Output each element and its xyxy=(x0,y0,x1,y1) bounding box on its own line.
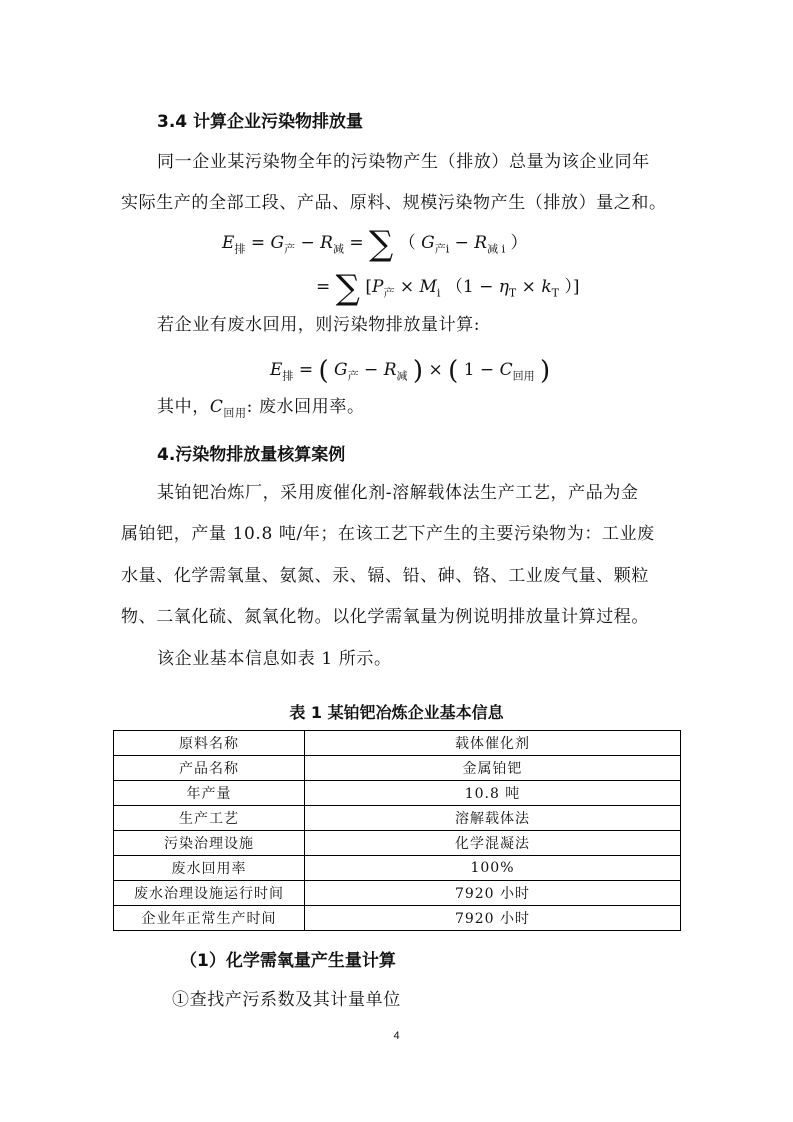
info-table xyxy=(113,730,681,931)
table-cell: 载体催化剂 xyxy=(305,731,681,756)
formula-1-line-1: $E_排 = G_产 - R_减$ = ∑ （ $G_{产i} - R_{减 i}$ ） xyxy=(222,224,528,264)
table-row xyxy=(114,831,681,856)
table-cell: 溶解载体法 xyxy=(305,806,681,831)
table-row xyxy=(114,756,681,781)
table-cell: 废水治理设施运行时间 xyxy=(114,881,305,906)
paragraph-line: 若企业有废水回用，则污染物排放量计算: xyxy=(157,315,481,335)
table-cell: 金属铂钯 xyxy=(305,756,681,781)
table-cell: 生产工艺 xyxy=(114,806,305,831)
formula-1-line-2: = ∑ [$P_产 \times M_i$ （$1 - \eta_T \times k_T$ ）] xyxy=(316,268,580,308)
summation-symbol: ∑ xyxy=(335,268,360,308)
paragraph-line: 同一企业某污染物全年的污染物产生（排放）总量为该企业同年 xyxy=(157,152,650,172)
table-row xyxy=(114,906,681,931)
table-cell: 100% xyxy=(305,856,681,881)
table-row xyxy=(114,806,681,831)
page-number: 4 xyxy=(393,1030,400,1042)
table-row xyxy=(114,731,681,756)
table-cell: 产品名称 xyxy=(114,756,305,781)
table-cell: 10.8 吨 xyxy=(305,781,681,806)
table-row xyxy=(114,856,681,881)
section-heading-4: 4.污染物排放量核算案例 xyxy=(157,445,346,465)
step-line: ①查找产污系数及其计量单位 xyxy=(172,990,401,1010)
table-cell: 7920 小时 xyxy=(305,906,681,931)
paragraph-line: 该企业基本信息如表 1 所示。 xyxy=(157,649,392,669)
table-cell: 废水回用率 xyxy=(114,856,305,881)
table-caption: 表 1 某铂钯冶炼企业基本信息 xyxy=(289,703,504,722)
paragraph-line: 物、二氧化硫、氮氧化物。以化学需氧量为例说明排放量计算过程。 xyxy=(121,607,649,627)
section-heading-3-4: 3.4 计算企业污染物排放量 xyxy=(157,112,364,132)
paragraph-line: 属铂钯，产量 10.8 吨/年；在该工艺下产生的主要污染物为：工业废 xyxy=(121,524,655,544)
formula-2: $E_排$ = ( $G_产 - R_减$ ) × ( $1 - C_{回用}$ ) xyxy=(270,356,551,386)
paragraph-line: 某铂钯冶炼厂，采用废催化剂-溶解载体法生产工艺，产品为金 xyxy=(157,483,639,503)
table-cell: 企业年正常生产时间 xyxy=(114,906,305,931)
table-cell: 污染治理设施 xyxy=(114,831,305,856)
paragraph-line: 水量、化学需氧量、氨氮、汞、镉、铅、砷、铬、工业废气量、颗粒 xyxy=(121,566,649,586)
subheading: （1）化学需氧量产生量计算 xyxy=(180,951,396,971)
summation-symbol: ∑ xyxy=(369,224,394,264)
table-cell: 化学混凝法 xyxy=(305,831,681,856)
table-cell: 7920 小时 xyxy=(305,881,681,906)
table-cell: 年产量 xyxy=(114,781,305,806)
table-cell: 原料名称 xyxy=(114,731,305,756)
table-row xyxy=(114,881,681,906)
table-row xyxy=(114,781,681,806)
where-clause: 其中，$C_{回用}$: 废水回用率。 xyxy=(157,397,365,420)
paragraph-line: 实际生产的全部工段、产品、原料、规模污染物产生（排放）量之和。 xyxy=(121,193,667,213)
